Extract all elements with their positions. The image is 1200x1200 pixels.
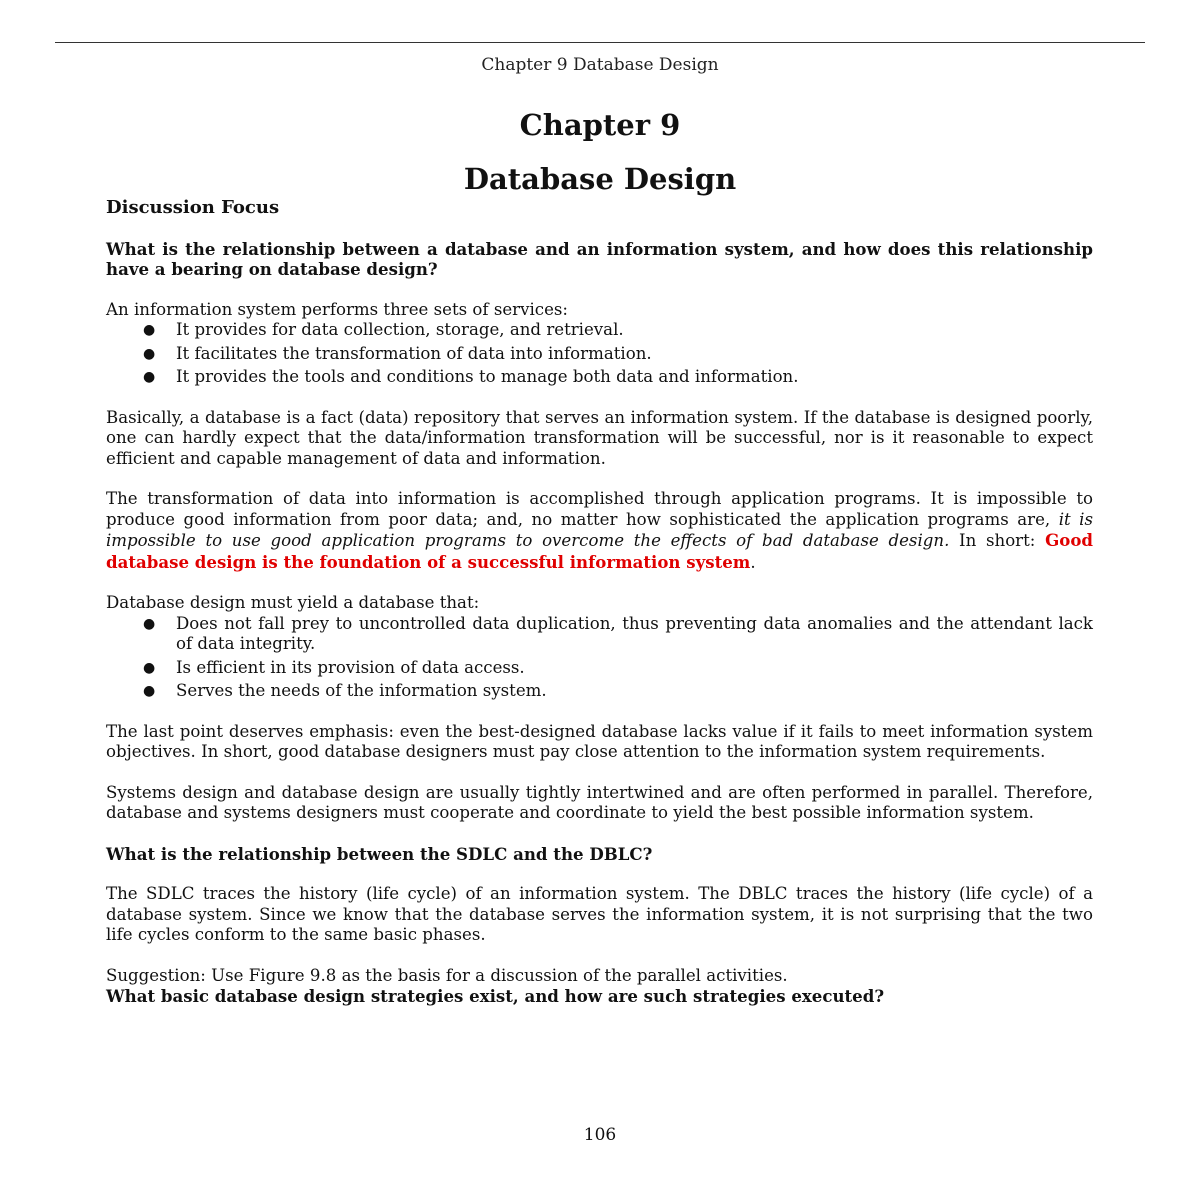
bullet-icon: ● xyxy=(143,615,156,632)
bullet-icon: ● xyxy=(143,369,156,385)
services-intro: An information system performs three sets of services: xyxy=(106,299,568,319)
period-text: . xyxy=(750,552,756,572)
transformation-italic-text: it is impossible to use good application programs to overcome the effects of bad database design. xyxy=(106,509,1094,550)
list-item xyxy=(143,320,1093,341)
bullet-icon: ● xyxy=(143,683,156,699)
services-list xyxy=(106,320,1093,388)
list-item xyxy=(143,367,1093,388)
header-rule xyxy=(55,42,1145,43)
yield-list xyxy=(106,614,1093,702)
running-header: Chapter 9 Database Design xyxy=(481,55,719,75)
paragraph-basically: Basically, a database is a fact (data) repository that serves an information system. If the database is designed poorly, one can hardly expect that the data/information transformation will be successful, nor is it reasonable to expect efficient and capable management of data and information. xyxy=(106,407,1093,468)
list-item xyxy=(143,343,1093,365)
list-item xyxy=(143,657,1093,679)
paragraph-last-point: The last point deserves emphasis: even the best-designed database lacks value if it fails to meet information system objectives. In short, good database designers must pay close attention to the information system requirements. xyxy=(106,721,1093,761)
paragraph-transformation xyxy=(106,489,1093,573)
page-number: 106 xyxy=(583,1125,617,1145)
list-item xyxy=(143,681,1093,702)
section-heading: Discussion Focus xyxy=(106,197,280,218)
paragraph-systems-design: Systems design and database design are usually tightly intertwined and are often performed in parallel. Therefore, database and systems designers must cooperate and coordinate to yield the best possible information system. xyxy=(106,782,1093,822)
list-item-text: Does not fall prey to uncontrolled data duplication, thus preventing data anomalies and the attendant lack of data integrity. xyxy=(176,613,1093,653)
chapter-title-heading: Database Design xyxy=(463,162,737,196)
list-item xyxy=(143,613,1093,655)
transformation-text: The transformation of data into information is accomplished through application programs. It is impossible to produce good information from poor data; and, no matter how sophisticated the application programs are, xyxy=(106,489,1093,529)
question-design-strategies: What basic database design strategies exist, and how are such strategies executed? xyxy=(106,986,885,1006)
list-item-text: It facilitates the transformation of data into information. xyxy=(176,343,652,363)
list-item-text: It provides the tools and conditions to manage both data and information. xyxy=(176,367,799,386)
bullet-icon: ● xyxy=(143,345,156,362)
list-item-text: Is efficient in its provision of data access. xyxy=(176,657,525,677)
question-database-info-system: What is the relationship between a database and an information system, and how does this relationship have a bearing on database design? xyxy=(106,238,1093,279)
page-body xyxy=(106,198,1093,1027)
paragraph-sdlc: The SDLC traces the history (life cycle) of an information system. The DBLC traces the history (life cycle) of a database system. Since we know that the database serves the information system, it is not surprising that the two life cycles conform to the same basic phases. xyxy=(106,884,1093,944)
list-item-text: Serves the needs of the information system. xyxy=(176,681,547,700)
in-short-text: In short: xyxy=(949,531,1046,550)
bullet-icon: ● xyxy=(143,322,156,338)
chapter-number-heading: Chapter 9 xyxy=(519,108,681,142)
key-statement-highlight: Good database design is the foundation of a successful information system xyxy=(106,530,1094,572)
question-sdlc-dblc: What is the relationship between the SDLC and the DBLC? xyxy=(106,843,653,864)
suggestion-text: Suggestion: Use Figure 9.8 as the basis for a discussion of the parallel activities. xyxy=(106,965,788,985)
list-item-text: It provides for data collection, storage, and retrieval. xyxy=(176,320,624,339)
yield-intro: Database design must yield a database that: xyxy=(106,593,480,612)
bullet-icon: ● xyxy=(143,659,156,676)
